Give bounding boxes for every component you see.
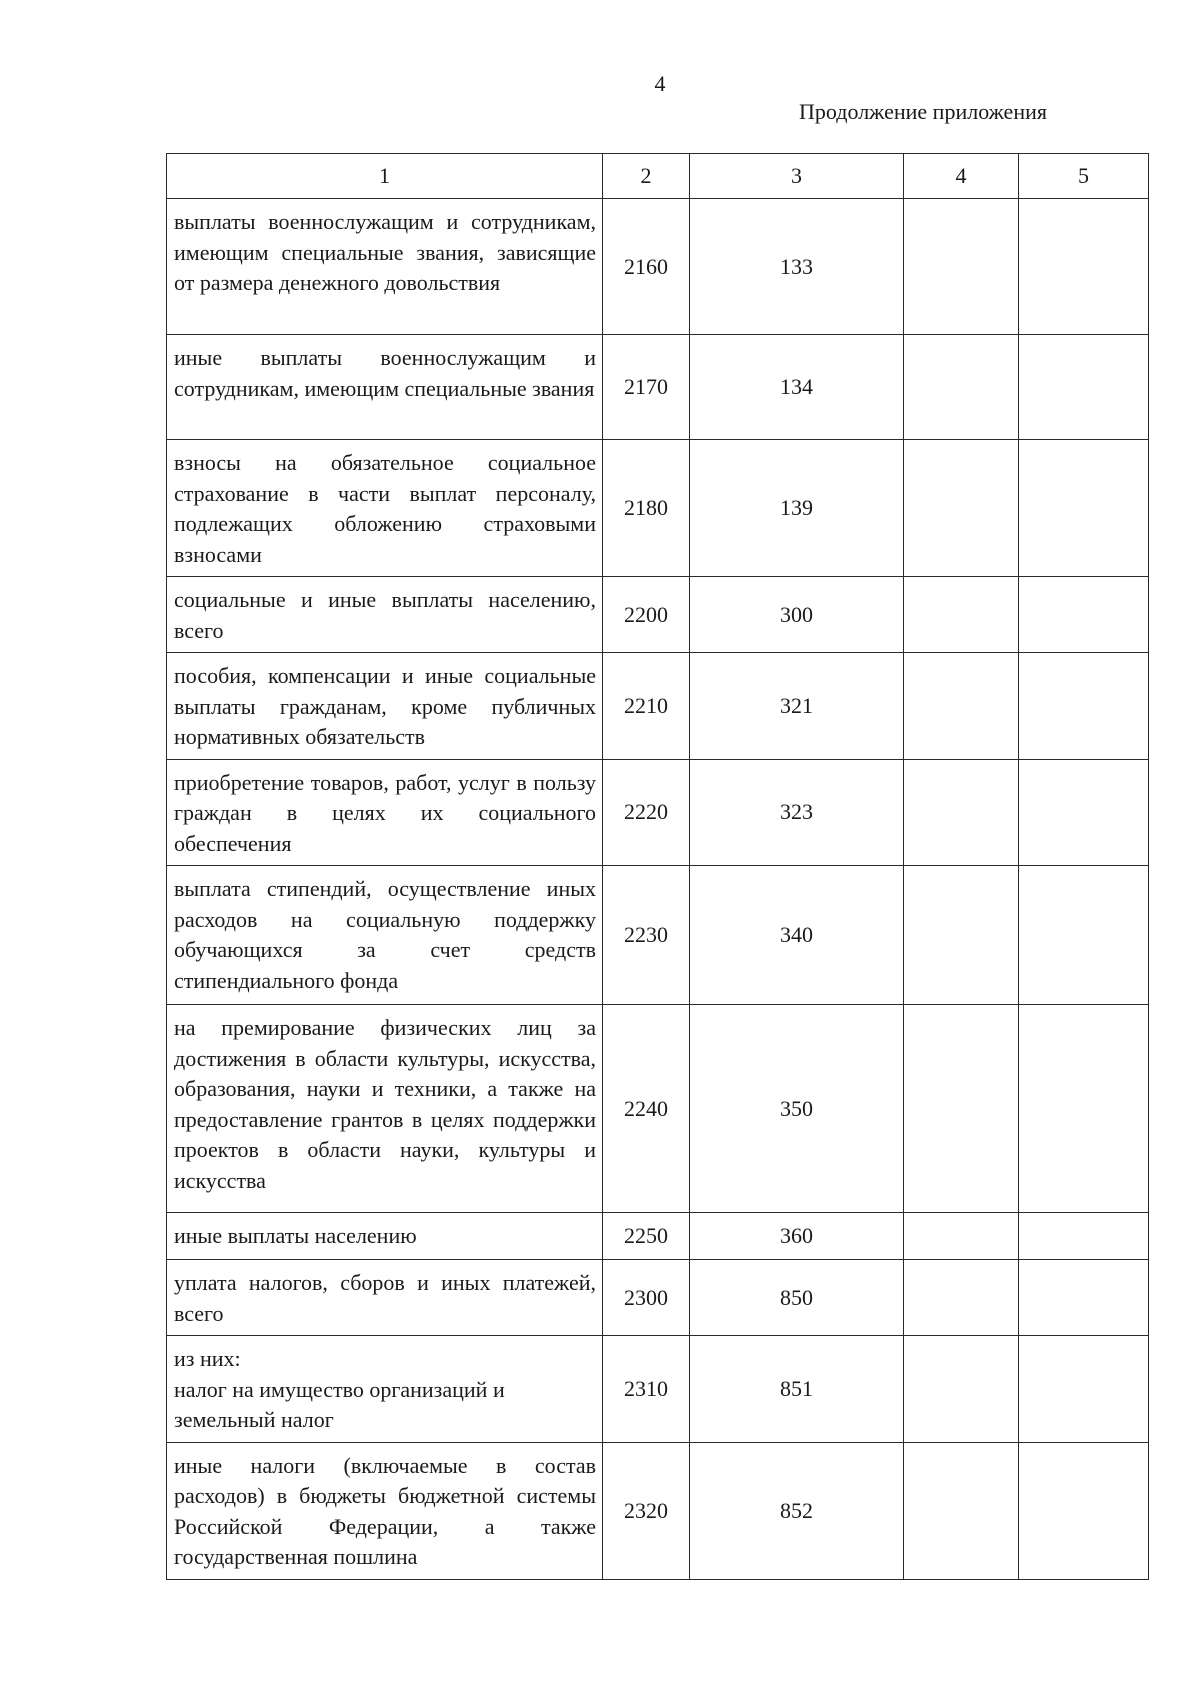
row-line-code: 2320 — [603, 1442, 690, 1579]
row-value-5 — [1019, 1442, 1149, 1579]
table-row — [167, 335, 1149, 440]
row-name: взносы на обязательное социальное страхование в части выплат персоналу, подлежащих обложению страховыми взносами — [167, 440, 603, 577]
column-header-2: 2 — [603, 154, 690, 199]
row-value-5 — [1019, 199, 1149, 335]
row-line-code: 2240 — [603, 1005, 690, 1213]
row-name: иные налоги (включаемые в состав расходов) в бюджеты бюджетной системы Российской Федерации, а также государственная пошлина — [167, 1442, 603, 1579]
row-line-code: 2250 — [603, 1213, 690, 1260]
row-value-4 — [904, 577, 1019, 653]
page-number: 4 — [654, 71, 666, 96]
table-row — [167, 440, 1149, 577]
row-name: выплаты военнослужащим и сотрудникам, имеющим специальные звания, зависящие от размера денежного довольствия — [167, 199, 603, 335]
row-value-5 — [1019, 1260, 1149, 1336]
row-value-5 — [1019, 440, 1149, 577]
row-budget-code: 340 — [690, 866, 904, 1005]
table-row — [167, 1442, 1149, 1579]
column-header-1: 1 — [167, 154, 603, 199]
table-row — [167, 1260, 1149, 1336]
row-value-5 — [1019, 653, 1149, 760]
row-budget-code: 133 — [690, 199, 904, 335]
row-budget-code: 360 — [690, 1213, 904, 1260]
row-line-code: 2200 — [603, 577, 690, 653]
row-budget-code: 852 — [690, 1442, 904, 1579]
row-value-5 — [1019, 866, 1149, 1005]
row-value-4 — [904, 335, 1019, 440]
row-budget-code: 321 — [690, 653, 904, 760]
row-name: пособия, компенсации и иные социальные выплаты гражданам, кроме публичных нормативных обязательств — [167, 653, 603, 760]
column-header-5: 5 — [1019, 154, 1149, 199]
row-line-code: 2230 — [603, 866, 690, 1005]
row-value-4 — [904, 866, 1019, 1005]
budget-table — [166, 153, 1149, 1580]
row-budget-code: 850 — [690, 1260, 904, 1336]
row-name: уплата налогов, сборов и иных платежей, всего — [167, 1260, 603, 1336]
row-value-4 — [904, 1260, 1019, 1336]
table-row — [167, 1336, 1149, 1443]
row-line-code: 2170 — [603, 335, 690, 440]
row-value-4 — [904, 1213, 1019, 1260]
table-row — [167, 577, 1149, 653]
row-value-4 — [904, 759, 1019, 866]
row-name: иные выплаты населению — [167, 1213, 603, 1260]
row-value-5 — [1019, 1213, 1149, 1260]
row-value-5 — [1019, 335, 1149, 440]
row-budget-code: 300 — [690, 577, 904, 653]
continuation-heading: Продолжение приложения — [799, 99, 1047, 124]
table-row — [167, 866, 1149, 1005]
row-value-4 — [904, 1005, 1019, 1213]
row-line-code: 2180 — [603, 440, 690, 577]
row-value-4 — [904, 1336, 1019, 1443]
row-value-5 — [1019, 577, 1149, 653]
row-value-4 — [904, 199, 1019, 335]
row-line-code: 2300 — [603, 1260, 690, 1336]
row-budget-code: 139 — [690, 440, 904, 577]
row-name: социальные и иные выплаты населению, всего — [167, 577, 603, 653]
row-budget-code: 350 — [690, 1005, 904, 1213]
column-header-4: 4 — [904, 154, 1019, 199]
row-value-5 — [1019, 1005, 1149, 1213]
column-header-3: 3 — [690, 154, 904, 199]
row-value-5 — [1019, 759, 1149, 866]
table-row — [167, 1005, 1149, 1213]
row-name: из них: налог на имущество организаций и земельный налог — [167, 1336, 603, 1443]
row-name: приобретение товаров, работ, услуг в пользу граждан в целях их социального обеспечения — [167, 759, 603, 866]
row-budget-code: 134 — [690, 335, 904, 440]
row-budget-code: 851 — [690, 1336, 904, 1443]
table-row — [167, 1213, 1149, 1260]
table-row — [167, 199, 1149, 335]
row-name: на премирование физических лиц за достижения в области культуры, искусства, образования, науки и техники, а также на предоставление грантов в целях поддержки проектов в области науки, культуры и искусства — [167, 1005, 603, 1213]
row-value-4 — [904, 653, 1019, 760]
row-line-code: 2310 — [603, 1336, 690, 1443]
row-name: иные выплаты военнослужащим и сотрудникам, имеющим специальные звания — [167, 335, 603, 440]
row-line-code: 2220 — [603, 759, 690, 866]
table-row — [167, 653, 1149, 760]
row-line-code: 2160 — [603, 199, 690, 335]
row-value-4 — [904, 440, 1019, 577]
row-value-5 — [1019, 1336, 1149, 1443]
row-line-code: 2210 — [603, 653, 690, 760]
row-name: выплата стипендий, осуществление иных расходов на социальную поддержку обучающихся за счет средств стипендиального фонда — [167, 866, 603, 1005]
row-budget-code: 323 — [690, 759, 904, 866]
table-header-row — [167, 154, 1149, 199]
table-row — [167, 759, 1149, 866]
row-value-4 — [904, 1442, 1019, 1579]
